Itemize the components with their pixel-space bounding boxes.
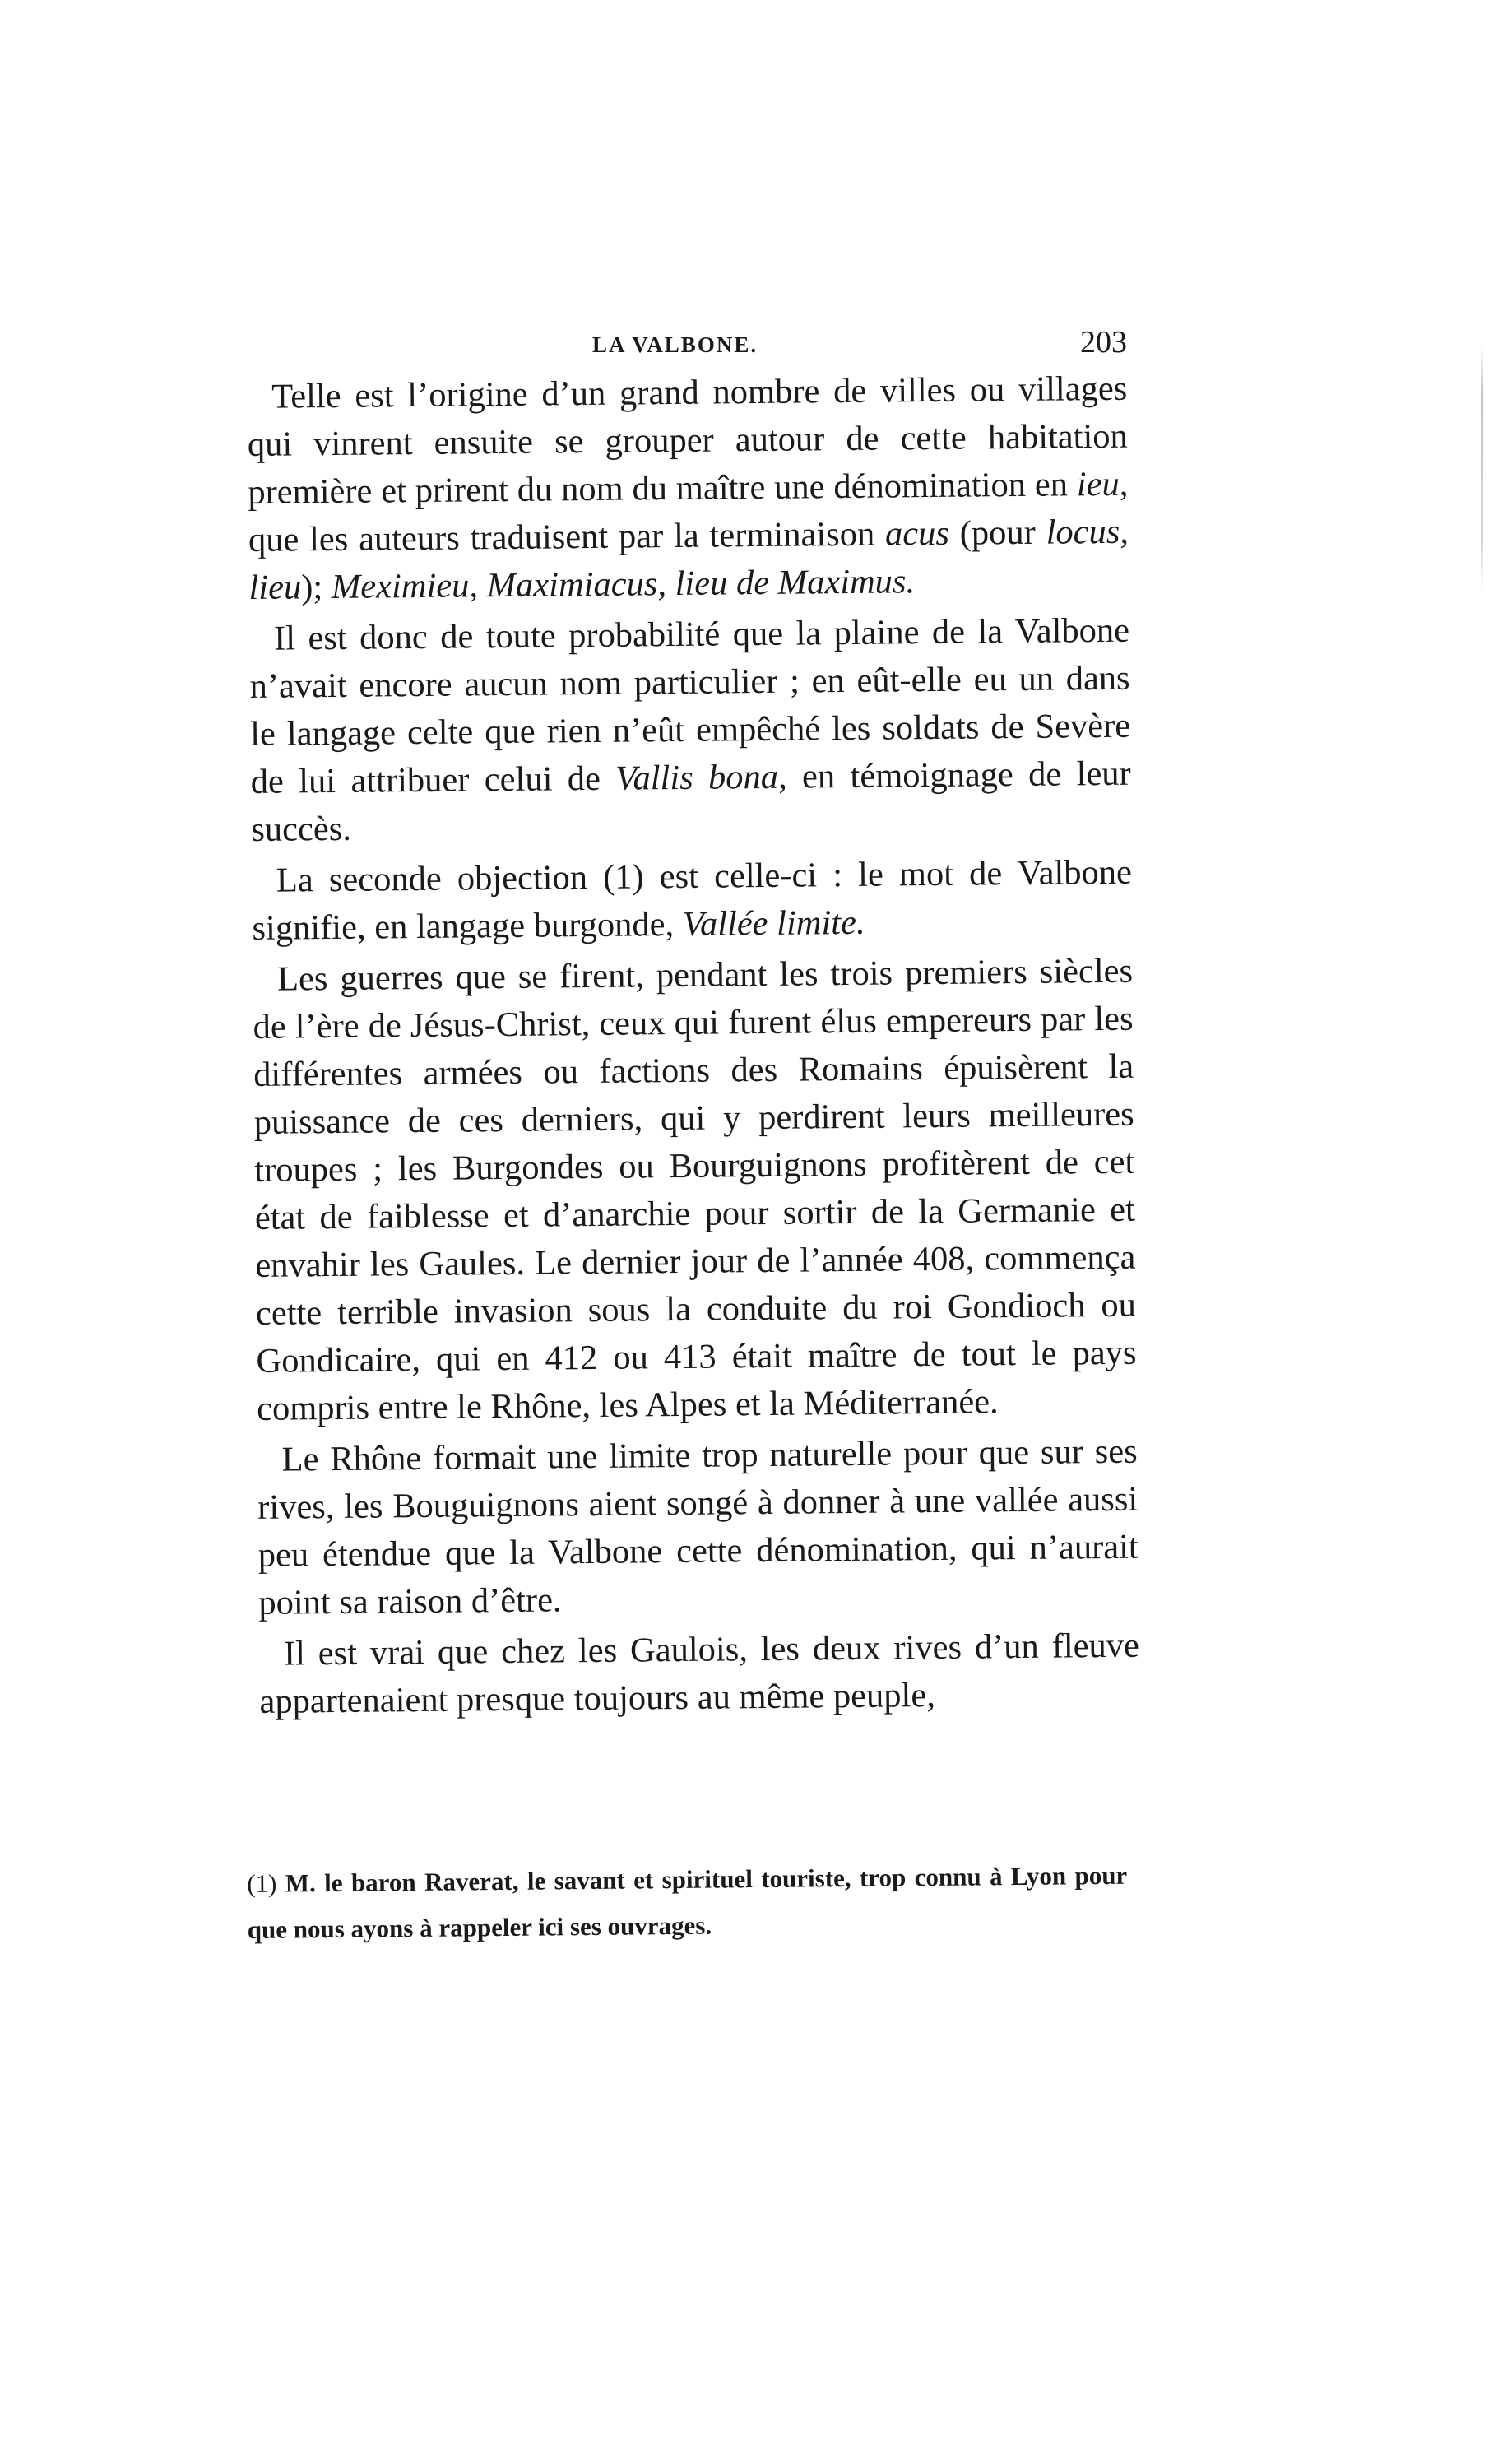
paragraph-probability (249, 607, 1132, 854)
text-run: Les guerres que se firent, pendant les trois premiers siècles de l’ère de Jésus-Christ, ceux qui furent élus empereurs par les différentes armées ou factions des Romains épuisèrent la puissance de ces derniers, qui y perdirent leurs meilleures troupes ; les Burgondes ou Bourguignons profitèrent de cet état de faiblesse et d’anarchie pour sortir de la Germanie et envahir les Gaules. Le dernier jour de l’année 408, commença cette terrible invasion sous la conduite du roi Gondioch ou Gondicaire, qui en 412 ou 413 était maître de tout le pays compris entre le Rhône, les Alpes et la Méditerranée. (253, 951, 1137, 1428)
text-run: Il est donc de toute probabilité que la plaine de la Valbone n’avait encore aucun nom particulier ; en eût-elle eu un dans le langage celte que rien n’eût empêché les soldats de Sevère de lui attribuer celui de (249, 610, 1131, 801)
text-run: Il est vrai que chez les Gaulois, les deux rives d’un fleuve appartenaient presque toujours au même peuple, (259, 1626, 1140, 1721)
text-run: , en témoignage de leur succès. (251, 754, 1131, 849)
paragraph-rhone (257, 1428, 1139, 1627)
italic-term: ieu (1076, 464, 1120, 504)
page-number: 203 (1080, 325, 1127, 360)
paragraph-origin (247, 365, 1129, 612)
text-run: La seconde objection (1) est celle-ci : le mot de Valbone signifie, en langage burgonde, (252, 852, 1133, 948)
page-header (247, 318, 1127, 367)
italic-term: locus, lieu (248, 512, 1129, 607)
text-run: Telle est l’origine d’un grand nombre de villes ou villages qui vinrent ensuite se grouper autour de cette habitation première et prirent du nom du maître une dénomination en (247, 369, 1129, 512)
footnote-mark: (1) (247, 1868, 277, 1898)
paragraph-second-objection (252, 849, 1133, 953)
italic-term: Vallée limite. (682, 903, 865, 944)
footnote-text: M. le baron Raverat, le savant et spirituel touriste, trop connu à Lyon pour que nous ayons à rappeler ici ses ouvrages. (247, 1860, 1128, 1944)
italic-term: Meximieu, Maximiacus, lieu de Maximus. (331, 562, 916, 607)
italic-term: Vallis bona (615, 757, 779, 798)
text-run: , que les auteurs traduisent par la terminaison (248, 464, 1129, 559)
paragraph-wars (253, 948, 1138, 1433)
footnote (247, 1853, 1128, 1953)
text-run: (pour (948, 513, 1046, 553)
italic-term: acus (884, 513, 950, 554)
text-run: ); (301, 568, 332, 607)
text-run: Le Rhône formait une limite trop naturelle pour que sur ses rives, les Bouguignons aient songé à donner à une vallée aussi peu étendue que la Valbone cette dénomination, qui n’aurait point sa raison d’être. (257, 1432, 1139, 1622)
body-text (247, 365, 1140, 1726)
page-edge-shadow (1481, 346, 1483, 592)
running-head: LA VALBONE. (592, 332, 758, 357)
paragraph-gaulois (259, 1622, 1140, 1726)
